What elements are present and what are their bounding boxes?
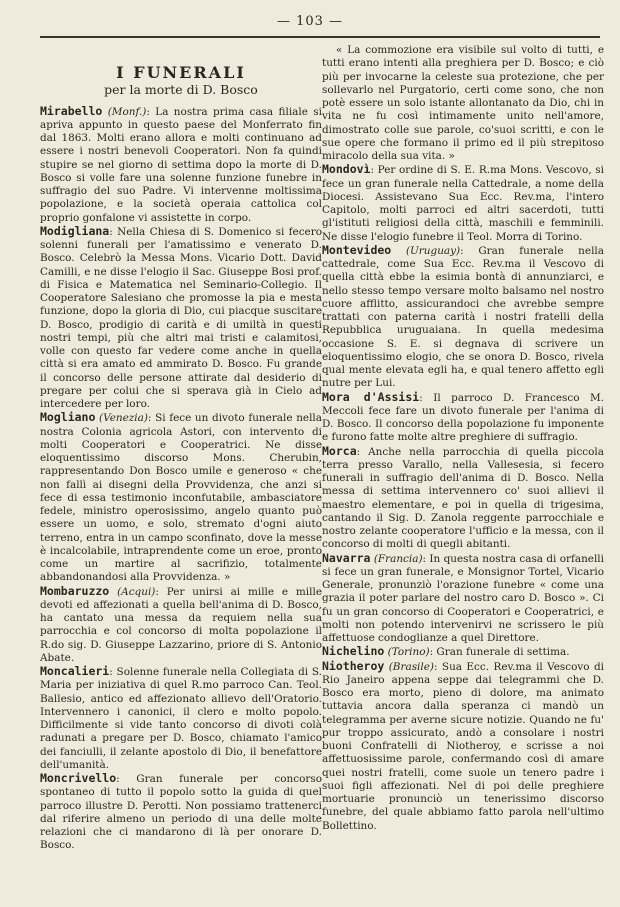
- entry-text: : Il parroco D. Francesco M. Meccoli fece fare un divoto funerale per l'anima di D. Bosco. Il concorso della popolazione fu imponente e furono fatte molte altre preghiere di suffragio.: [322, 391, 604, 444]
- entry: [322, 163, 604, 244]
- entry-text: : Si fece un divoto funerale nella nostra Colonia agricola Astori, con intervento di molti Cooperatori e Cooperatrici. Ne disse eloquentissimo discorso Mons. Cherubin, rappresentando Don Bosco umile e generoso « che non fallì ai disegni della Provvidenza, che anzi si fece di essa testimonio inconfutabile, ambasciatore fedele, ministro operosissimo, angelo quanto può essere un uomo, e solo, stremato d'ogni aiuto terreno, entra in un campo sconfinato, dove la messe è incalcolabile, intraprendente come un eroe, pronto come un martire al sacrifizio, totalmente abbandonandosi alla Provvidenza. »: [40, 412, 322, 584]
- entry-region: (Uruguay): [405, 244, 461, 257]
- entry: [322, 645, 604, 659]
- entry-text: : Per ordine di S. E. R.ma Mons. Vescovo, si fece un gran funerale nella Cattedrale, a nome della Diocesi. Assistevano Sua Ecc. Rev.ma, l'intero Capitolo, molti parroci ed altri sacerdoti, tutti gl'istituti religiosi della città, maschili e femminili. Ne disse l'elogio funebre il Teol. Morra di Torino.: [322, 164, 604, 243]
- entry: [40, 225, 322, 412]
- entry-text: : Gran funerale per concorso spontaneo di tutto il popolo sotto la guida di quel parroco illustre D. Perotti. Non possiamo trattenerci dal riferire almeno un periodo di una delle molte relazioni che ci mandarono di là per onorare D. Bosco.: [40, 773, 322, 852]
- entry-region: (Torino): [387, 646, 430, 659]
- entry-text: : Nella Chiesa di S. Domenico si fecero solenni funerali per l'amatissimo e venerato D. Bosco. Celebrò la Messa Mons. Vicario Dott. David Camilli, e ne disse l'elogio il Sac. Giuseppe Bosi prof. di Fisica e Matematica nel Seminario-Collegio. Il Cooperatore Salesiano che promosse la pia e mesta funzione, dopo la gloria di Dio, cui piacque suscitare D. Bosco, prodigio di carità e di umiltà in questi nostri tempi, più che altri mai tristi e calamitosi, volle con questo far vedere come anche in quella città si era amato ed ammirato D. Bosco. Fu grande il concorso delle persone attirate dal desiderio di pregare per colui che si sperava già in Cielo ad intercedere per loro.: [40, 225, 322, 410]
- entry-place: Nichelino: [322, 644, 385, 659]
- entry: [322, 391, 604, 445]
- right-column: [322, 44, 604, 833]
- entry-text: : Gran funerale di settima.: [429, 646, 570, 659]
- entry: [40, 105, 322, 225]
- entry: [322, 244, 604, 391]
- entry-place: Navarra: [322, 550, 371, 565]
- entry-region: (Acqui): [117, 585, 156, 598]
- entry: [40, 585, 322, 666]
- entry-region: (Brasile): [388, 660, 434, 673]
- entry: [40, 772, 322, 853]
- article-subtitle: per la morte di D. Bosco: [104, 82, 258, 98]
- left-column: [40, 44, 322, 853]
- entry-text: « La commozione era visibile sul volto di tutti, e tutti erano intenti alla preghiera per D. Bosco; e ciò più per invocarne la celeste sua protezione, che per sollevarlo nel Purgatorio, certi come sono, che non potè essere un solo istante allontanato da Dio, chi in vita ne fu così intimamente unito nell'amore, dimostrato colle sue parole, co'suoi scritti, e con le sue opere che formano il primo ed il più strepitoso miracolo della sua vita. »: [322, 44, 604, 162]
- entry-text: : Per unirsi ai mille e mille devoti ed affezionati a quella bell'anima di D. Bosco, ha cantato una messa da requiem nella sua parrocchia e col concorso di molta popolazione il R.do sig. D. Giuseppe Lazzarino, priore di S. Antonio Abate.: [40, 585, 322, 664]
- entry-text: : In questa nostra casa di orfanelli si fece un gran funerale, e Monsignor Tortel, Vicario Generale, pronunziò l'orazione funebre « come una grazia il poter parlare del nostro caro D. Bosco ». Ci fu un gran concorso di Cooperatori e Cooperatrici, e molti non potendo intervenirvi ne scrissero le più affettuose condoglianze a quel Direttore.: [322, 552, 604, 644]
- entry: [40, 665, 322, 772]
- entry-text: : Gran funerale nella cattedrale, come Sua Ecc. Rev.ma il Vescovo di quella città ebbe la esimia bontà di annunziarci, e nello stesso tempo versare molto balsamo nel nostro cuore afflitto, assicurandoci che avrebbe sempre trattati con paterna carità i nostri fratelli della Repubblica uruguaiana. In quella medesima occasione S. E. si degnava di scrivere un eloquentissimo elogio, che se onora D. Bosco, rivela qual mente elevata egli ha, e qual tenero affetto egli nutre per Lui.: [322, 244, 604, 390]
- entry-place: Mirabello: [40, 103, 103, 118]
- entry: [40, 411, 322, 584]
- entry-place: Moncalieri: [40, 664, 110, 678]
- entry-text: : Sua Ecc. Rev.ma il Vescovo di Rio Janeiro appena seppe dai telegrammi che D. Bosco era morto, pieno di dolore, ma animato tuttavia ancora dalla speranza ci mandò un telegramma per averne sicure notizie. Quando ne fu' pur troppo assicurato, andò a consolare i nostri buoni Confratelli di Niotheroy, e scrisse a noi affettuosissime parole, confermando così di amare quei nostri fratelli, come suole un tenero padre i suoi figli affezionati. Nel di poi delle preghiere mortuarie pronunciò un tenerissimo discorso funebre, del quale abbiamo fatto parola nell'ultimo Bollettino.: [322, 660, 604, 832]
- entry-place: Modigliana: [40, 223, 110, 238]
- entry-place: Moncrivello: [40, 771, 117, 785]
- entry-place: Montevideo: [322, 242, 392, 257]
- entry-region: (Monf.): [107, 105, 147, 118]
- entry-text: : Solenne funerale nella Collegiata di S. Maria per iniziativa di quel R.mo parroco Can. Teol. Ballesio, antico ed affezionato allievo dell'Oratorio. Intervennero i canonici, il clero e molto popolo. Difficilmente si vide tanto concorso di divoti colà radunati a pregare per D. Bosco, chiamato l'amico dei fanciulli, il zelante apostolo di Dio, il benefattore dell'umanità.: [40, 666, 322, 771]
- entry-region: (Venezia): [99, 412, 148, 425]
- entry: [322, 660, 604, 833]
- header-rule: [40, 36, 600, 38]
- entry-place: Mondovì: [322, 162, 371, 177]
- entry-text: : La nostra prima casa filiale si apriva appunto in questo paese del Monferrato fin dal 1863. Molti erano allora e molti continuano ad essere i nostri benevoli Cooperatori. Non fa quindi stupire se nel giorno di settima dopo la morte di D. Bosco si volle fare una solenne funzione funebre in suffragio del suo Padre. Vi intervenne moltissima popolazione, e la società operaia cattolica col proprio gonfalone vi assistette in corpo.: [40, 105, 322, 224]
- entry-place: Niotheroy: [322, 658, 385, 673]
- page-number: — 103 —: [276, 14, 344, 29]
- entry-region: (Francia): [373, 552, 423, 565]
- article-title: I FUNERALI: [116, 63, 246, 82]
- entry-place: Mombaruzzo: [40, 583, 110, 598]
- entry-place: Morca: [322, 443, 357, 458]
- entry-text: : Anche nella parrocchia di quella piccola terra presso Varallo, nella Vallesesia, si fecero funerali in suffragio dell'anima di D. Bosco. Nella messa di settima intervennero co' suoi allievi il maestro elementare, e poi in quella di trigesima, cantando il Sig. D. Zanola reggente parrocchiale e nostro zelante cooperatore l'ufficio e la messa, con il concorso di molti di quegli abitanti.: [322, 445, 604, 551]
- left-entries: [40, 105, 322, 853]
- entry: [322, 44, 604, 163]
- entry-place: Mogliano: [40, 410, 96, 425]
- entry-place: Mora d'Assisi: [322, 389, 420, 404]
- entry: [322, 552, 604, 646]
- right-entries: [322, 44, 604, 833]
- entry: [322, 445, 604, 552]
